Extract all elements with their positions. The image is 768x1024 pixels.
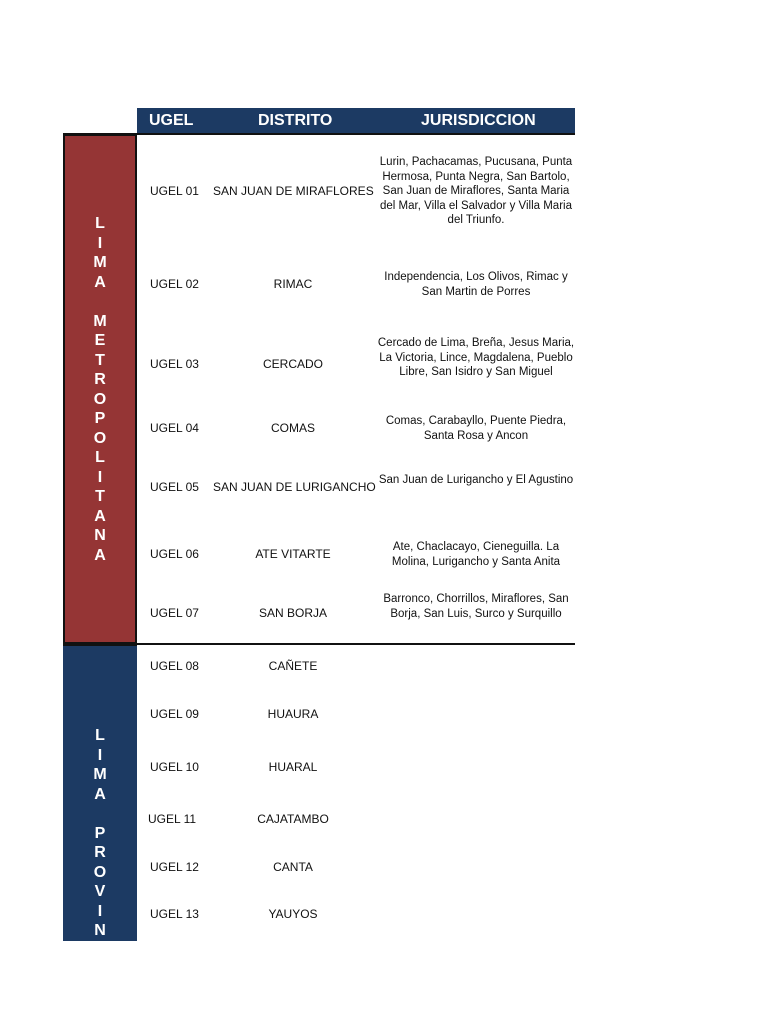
cell-jurisdiccion: Independencia, Los Olivos, Rimac y San Martin de Porres (384, 271, 568, 298)
cell-jurisdiccion: Ate, Chaclacayo, Cieneguilla. La Molina, Lurigancho y Santa Anita (391, 541, 561, 568)
cell-jurisdiccion: San Juan de Lurigancho y El Agustino (378, 474, 574, 486)
table-header (137, 108, 575, 133)
cell-jurisdiccion: Comas, Carabayllo, Puente Piedra, Santa Rosa y Ancon (385, 415, 567, 442)
band-letter: P (94, 824, 106, 842)
band-lima-provincias (63, 645, 137, 941)
band-letter: A (94, 785, 106, 803)
header-jurisdiccion: JURISDICCION (421, 112, 536, 129)
band-letter: I (97, 746, 103, 764)
cell-ugel: UGEL 12 (150, 860, 199, 874)
band-letter: M (93, 312, 107, 330)
cell-ugel: UGEL 01 (150, 184, 199, 198)
band-letter: I (97, 468, 103, 486)
cell-ugel: UGEL 07 (150, 606, 199, 620)
cell-ugel: UGEL 03 (150, 357, 199, 371)
cell-jurisdiccion: Lurin, Pachacamas, Pucusana, Punta Hermosa, Punta Negra, San Bartolo, San Juan de Miraflores, Santa Maria del Mar, Villa el Salvador y Villa Maria del Triunfo. (379, 156, 573, 226)
band-letter: N (94, 527, 106, 544)
band-letter: N (94, 922, 106, 939)
cell-ugel: UGEL 05 (150, 480, 199, 494)
cell-distrito: SAN JUAN DE LURIGANCHO (213, 480, 376, 494)
cell-distrito: COMAS (270, 421, 315, 435)
cell-distrito: ATE VITARTE (255, 547, 331, 561)
band-letter: A (94, 273, 106, 291)
band-letter: T (95, 351, 105, 369)
band-letter: L (95, 215, 105, 232)
cell-ugel: UGEL 09 (150, 707, 199, 721)
header-bottom-rule (63, 133, 575, 135)
cell-ugel: UGEL 02 (150, 277, 199, 291)
cell-distrito: SAN JUAN DE MIRAFLORES (213, 184, 374, 198)
cell-jurisdiccion: Cercado de Lima, Breña, Jesus Maria, La Victoria, Lince, Magdalena, Pueblo Libre, San Isidro y San Miguel (377, 337, 575, 378)
cell-distrito: YAUYOS (268, 907, 318, 921)
band-letter: O (93, 390, 107, 408)
band-prov-letters (63, 726, 137, 941)
header-distrito: DISTRITO (258, 112, 333, 129)
band-letter: L (95, 727, 105, 744)
band-lima-metropolitana (63, 134, 137, 644)
band-letter: A (94, 546, 106, 564)
band-letter: I (97, 902, 103, 920)
band-letter: R (94, 844, 106, 861)
cell-ugel: UGEL 08 (150, 659, 199, 673)
band-letter: P (94, 410, 106, 427)
header-ugel: UGEL (149, 112, 194, 129)
band-letter: M (93, 254, 107, 271)
cell-ugel: UGEL 04 (150, 421, 199, 435)
band-letter: M (93, 766, 107, 783)
cell-distrito: CAJATAMBO (257, 812, 329, 826)
band-letter: I (97, 234, 103, 252)
band-letter: O (93, 429, 107, 447)
cell-ugel: UGEL 06 (150, 547, 199, 561)
cell-distrito: HUARAL (268, 760, 318, 774)
band-letter: V (94, 883, 106, 900)
section-divider (63, 643, 575, 645)
cell-ugel: UGEL 13 (150, 907, 199, 921)
band-letter: E (94, 332, 106, 349)
cell-distrito: CAÑETE (268, 659, 318, 673)
cell-distrito: SAN BORJA (258, 606, 327, 620)
cell-ugel: UGEL 11 (148, 812, 197, 826)
cell-ugel: UGEL 10 (150, 760, 199, 774)
cell-distrito: CANTA (273, 860, 313, 874)
cell-distrito: HUAURA (267, 707, 319, 721)
band-letter: R (94, 371, 106, 388)
band-letter: T (95, 488, 105, 505)
cell-distrito: CERCADO (262, 357, 323, 371)
band-letter: A (94, 507, 106, 525)
band-letter: L (95, 449, 105, 466)
band-metro-letters (65, 214, 135, 565)
band-letter: O (93, 863, 107, 881)
cell-distrito: RIMAC (273, 277, 313, 291)
cell-jurisdiccion: Barronco, Chorrillos, Miraflores, San Borja, San Luis, Surco y Surquillo (383, 593, 569, 620)
